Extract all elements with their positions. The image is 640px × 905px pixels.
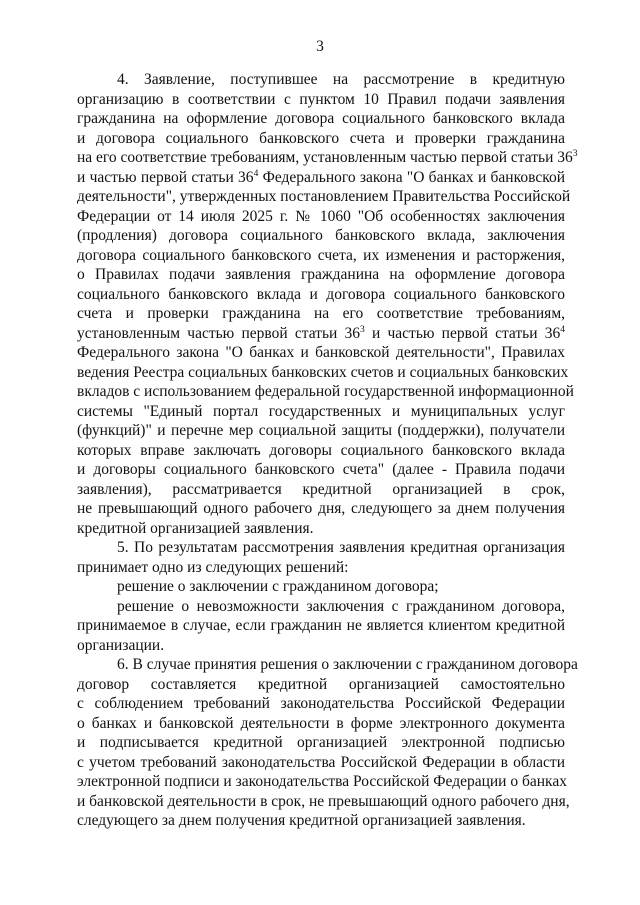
text-line — [77, 480, 565, 500]
line-text: (функций)" и перечне мер социальной защиты (поддержки), получатели — [77, 422, 565, 439]
text-line — [77, 246, 565, 266]
text-line — [77, 324, 565, 344]
line-text: и договора социального банковского счета и проверки гражданина — [77, 129, 565, 147]
text-line — [77, 655, 578, 675]
line-text: принимаемое в случае, если гражданин не является клиентом кредитной — [77, 617, 565, 634]
line-text: и подписывается кредитной организацией электронной подписью — [77, 734, 565, 751]
line-text: решение о заключении с гражданином договора; — [117, 578, 439, 595]
line-text: заявления), рассматривается кредитной организацией в срок, — [77, 480, 565, 498]
line-text: и договоры социального банковского счета" (далее - Правила подачи — [77, 461, 565, 478]
text-line — [77, 343, 565, 363]
line-text: на его соответствие требованиям, установленным частью первой статьи 36 — [77, 149, 573, 166]
line-text: установленным частью первой статьи 36 — [77, 324, 361, 342]
text-line — [77, 636, 565, 656]
line-text: с соблюдением требований законодательства Российской Федерации — [77, 695, 565, 712]
text-line — [77, 714, 565, 734]
text-line — [77, 675, 565, 695]
text-line — [77, 402, 565, 422]
text-line — [77, 753, 565, 773]
line-text: гражданина на оформление договора социального банковского вклада — [77, 110, 565, 127]
text-line — [77, 792, 570, 812]
line-text: и частью первой статьи 36 — [364, 324, 561, 342]
text-line — [77, 597, 565, 617]
line-text: с учетом требований законодательства Российской Федерации в области — [77, 753, 565, 771]
text-line — [77, 226, 565, 246]
superscript: 4 — [253, 168, 259, 179]
text-line — [77, 129, 565, 149]
text-line — [77, 285, 565, 305]
superscript: 3 — [572, 149, 578, 159]
text-line — [77, 499, 565, 519]
line-text: следующего за днем получения кредитной организацией заявления. — [77, 812, 526, 829]
line-text: которых вправе заключать договоры социального банковского вклада — [77, 441, 565, 459]
line-text: вкладов с использованием федеральной государственной информационной — [77, 383, 574, 400]
line-text: 5. По результатам рассмотрения заявления кредитная организация — [117, 539, 565, 556]
line-text: о банках и банковской деятельности в форме электронного документа — [77, 714, 565, 732]
text-line — [77, 70, 565, 90]
superscript: 4 — [560, 324, 565, 335]
text-line — [77, 538, 565, 558]
text-line — [77, 168, 565, 188]
text-line — [77, 694, 565, 714]
line-text: не превышающий одного рабочего дня, следующего за днем получения — [77, 500, 565, 517]
line-text: Федерального закона "О банках и банковской — [258, 168, 565, 186]
page-number: 3 — [316, 38, 324, 55]
line-text: организацию в соответствии с пунктом 10 Правил подачи заявления — [77, 90, 565, 108]
document-body — [77, 70, 578, 831]
text-line — [77, 460, 565, 480]
line-text: и частью первой статьи 36 — [77, 168, 254, 186]
text-line — [77, 772, 565, 792]
text-line — [77, 558, 565, 578]
line-text: системы "Единый портал государственных и муниципальных услуг — [77, 402, 565, 420]
text-line — [77, 577, 565, 597]
superscript: 3 — [360, 324, 365, 335]
line-text: социального банковского вклада и договора социального банковского — [77, 285, 565, 303]
line-text: Федерального закона "О банках и банковской деятельности", Правилах — [77, 344, 565, 361]
text-line — [77, 148, 578, 168]
line-text: счета и проверки гражданина на его соответствие требованиям, — [77, 305, 565, 322]
line-text: (продления) договора социального банковского вклада, заключения — [77, 227, 565, 244]
text-line — [77, 187, 571, 207]
text-line — [77, 616, 565, 636]
line-text: решение о невозможности заключения с гражданином договора, — [117, 597, 565, 615]
line-text: электронной подписи и законодательства Российской Федерации о банках — [77, 773, 567, 790]
text-line — [77, 363, 569, 383]
line-text: договор составляется кредитной организацией самостоятельно — [77, 675, 565, 693]
line-text: 4. Заявление, поступившее на рассмотрение в кредитную — [117, 71, 565, 88]
line-text: и банковской деятельности в срок, не превышающий одного рабочего дня, — [77, 792, 570, 810]
text-line — [77, 265, 565, 285]
text-line — [77, 421, 565, 441]
text-line — [77, 733, 565, 753]
text-line — [77, 519, 565, 539]
text-line — [77, 441, 565, 461]
text-line — [77, 382, 574, 402]
line-text: 6. В случае принятия решения о заключении с гражданином договора — [117, 656, 578, 673]
text-line — [77, 304, 565, 324]
text-line — [77, 109, 565, 129]
text-line — [77, 90, 565, 110]
line-text: Федерации от 14 июля 2025 г. № 1060 "Об особенностях заключения — [77, 207, 565, 225]
line-text: о Правилах подачи заявления гражданина на оформление договора — [77, 266, 565, 283]
line-text: ведения Реестра социальных банковских счетов и социальных банковских — [77, 363, 569, 381]
line-text: принимает одно из следующих решений: — [77, 558, 349, 576]
line-text: организации. — [77, 636, 165, 654]
text-line — [77, 207, 565, 227]
line-text: договора социального банковского счета, их изменения и расторжения, — [77, 246, 565, 264]
text-line — [77, 811, 565, 831]
line-text: деятельности", утвержденных постановлением Правительства Российской — [77, 188, 571, 205]
line-text: кредитной организацией заявления. — [77, 519, 314, 537]
